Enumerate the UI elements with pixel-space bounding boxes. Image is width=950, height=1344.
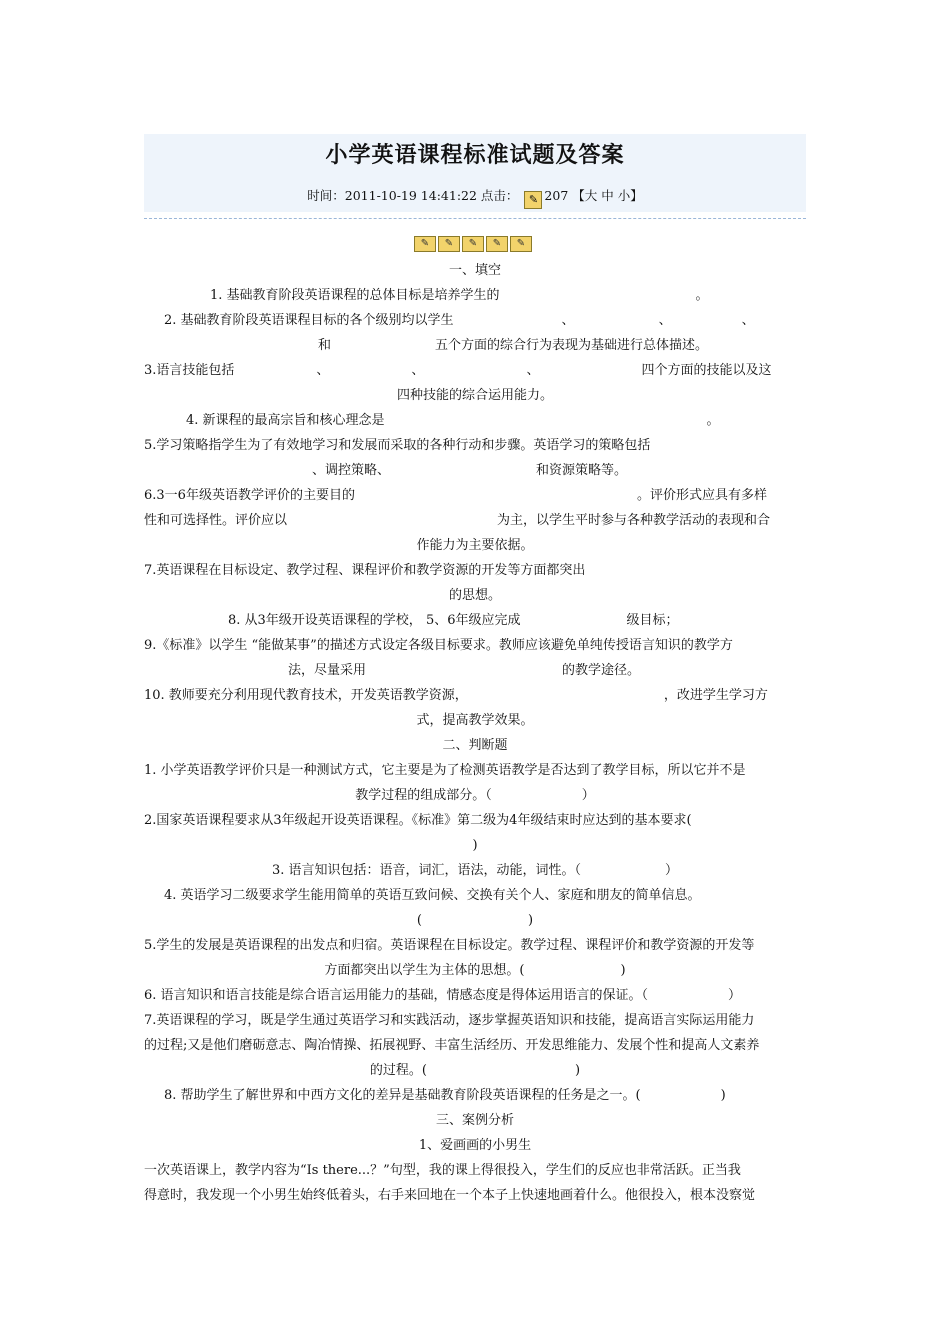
fill-q8: 8. 从3年级开设英语课程的学校， 5、6年级应完成 级目标； (228, 613, 679, 628)
judge-q7-end: 的过程。( ) (369, 1063, 581, 1078)
fill-q9: 9.《标准》以学生 “能做某事”的描述方式设定各级目标要求。教师应该避免单纯传授语言知识的教学方 (144, 638, 733, 653)
page-title: 小学英语课程标准试题及答案 (325, 142, 625, 168)
edit-icon: ✎ (414, 236, 436, 252)
fill-q10: 10. 教师要充分利用现代教育技术，开发英语教学资源， ，改进学生学习方 (144, 688, 768, 703)
fill-q7: 7.英语课程在目标设定、教学过程、课程评价和教学资源的开发等方面都突出 (144, 563, 586, 578)
fill-q3: 3.语言技能包括 、 、 、 四个方面的技能以及这 (144, 363, 772, 378)
judge-q1: 1. 小学英语教学评价只是一种测试方式，它主要是为了检测英语教学是否达到了教学目标，所以它并不是 (144, 763, 746, 778)
fill-q6-cont: 性和可选择性。评价应以 为主，以学生平时参与各种教学活动的表现和合 (144, 513, 771, 528)
section-heading: 三、案例分析 (435, 1113, 514, 1128)
judge-q2-cont: ) (472, 838, 478, 853)
section-heading: 一、填空 (448, 263, 501, 278)
fill-q4: 4. 新课程的最高宗旨和核心理念是 。 (186, 413, 720, 428)
fill-q2: 2. 基础教育阶段英语课程目标的各个级别均以学生 、 、 、 (164, 313, 755, 328)
edit-icon: ✎ (486, 236, 508, 252)
fill-q1: 1. 基础教育阶段英语课程的总体目标是培养学生的 。 (210, 288, 709, 303)
header-divider (144, 218, 806, 219)
judge-q1-cont: 教学过程的组成部分。（ ） (355, 788, 595, 803)
article-body (144, 258, 806, 1208)
case-paragraph: 一次英语课上，教学内容为“Is there...？”句型，我的课上得很投入，学生们的反应也非常活跃。正当我 (144, 1163, 741, 1178)
judge-q4-cont: ( ) (416, 913, 534, 928)
article-header (144, 134, 806, 212)
pencil-icon: ✎ (524, 191, 542, 209)
judge-q6: 6. 语言知识和语言技能是综合语言运用能力的基础，情感态度是得体运用语言的保证。（ ） (144, 988, 742, 1003)
fill-q6-end: 作能力为主要依据。 (416, 538, 534, 553)
fill-q6: 6.3一6年级英语教学评价的主要目的 。评价形式应具有多样 (144, 488, 767, 503)
fill-q7-cont: 的思想。 (448, 588, 501, 603)
fill-q5-cont: 、调控策略、 和资源策略等。 (312, 463, 628, 478)
edit-icon: ✎ (438, 236, 460, 252)
fill-q10-cont: 式，提高教学效果。 (416, 713, 534, 728)
edit-icon: ✎ (510, 236, 532, 252)
case-paragraph: 得意时，我发现一个小男生始终低着头，右手来回地在一个本子上快速地画着什么。他很投入，根本没察觉 (144, 1188, 756, 1203)
judge-q4: 4. 英语学习二级要求学生能用简单的英语互致问候、交换有关个人、家庭和朋友的简单信息。 (164, 888, 701, 903)
judge-q5-cont: 方面都突出以学生为主体的思想。( ) (324, 963, 626, 978)
fill-q9-cont: 法，尽量采用 的教学途径。 (288, 663, 641, 678)
judge-q2: 2.国家英语课程要求从3年级起开设英语课程。《标准》第二级为4年级结束时应达到的基本要求( (144, 813, 692, 828)
article-meta (144, 186, 806, 209)
judge-q5: 5.学生的发展是英语课程的出发点和归宿。英语课程在目标设定。教学过程、课程评价和教学资源的开发等 (144, 938, 755, 953)
judge-q3: 3. 语言知识包括：语音，词汇，语法，动能，词性。（ ） (271, 863, 679, 878)
icon-strip (414, 236, 532, 252)
font-size-controls[interactable]: 【大 中 小】 (572, 188, 643, 203)
click-count: 207 (544, 188, 569, 203)
judge-q8: 8. 帮助学生了解世界和中西方文化的差异是基础教育阶段英语课程的任务是之一。( ) (164, 1088, 726, 1103)
fill-q5: 5.学习策略指学生为了有效地学习和发展而采取的各种行动和步骤。英语学习的策略包括 (144, 438, 651, 453)
judge-q7: 7.英语课程的学习，既是学生通过英语学习和实践活动，逐步掌握英语知识和技能，提高语言实际运用能力 (144, 1013, 755, 1028)
case-title: 1、爱画画的小男生 (418, 1138, 532, 1153)
fill-q3-cont: 四种技能的综合运用能力。 (396, 388, 553, 403)
judge-q7-cont: 的过程;又是他们磨砺意志、陶冶情操、拓展视野、丰富生活经历、开发思维能力、发展个性和提高人文素养 (144, 1038, 760, 1053)
section-heading: 二、判断题 (442, 738, 508, 753)
meta-time-clicks: 时间：2011-10-19 14:41:22 点击： (307, 188, 519, 203)
edit-icon: ✎ (462, 236, 484, 252)
fill-q2-cont: 和 五个方面的综合行为表现为基础进行总体描述。 (318, 338, 709, 353)
